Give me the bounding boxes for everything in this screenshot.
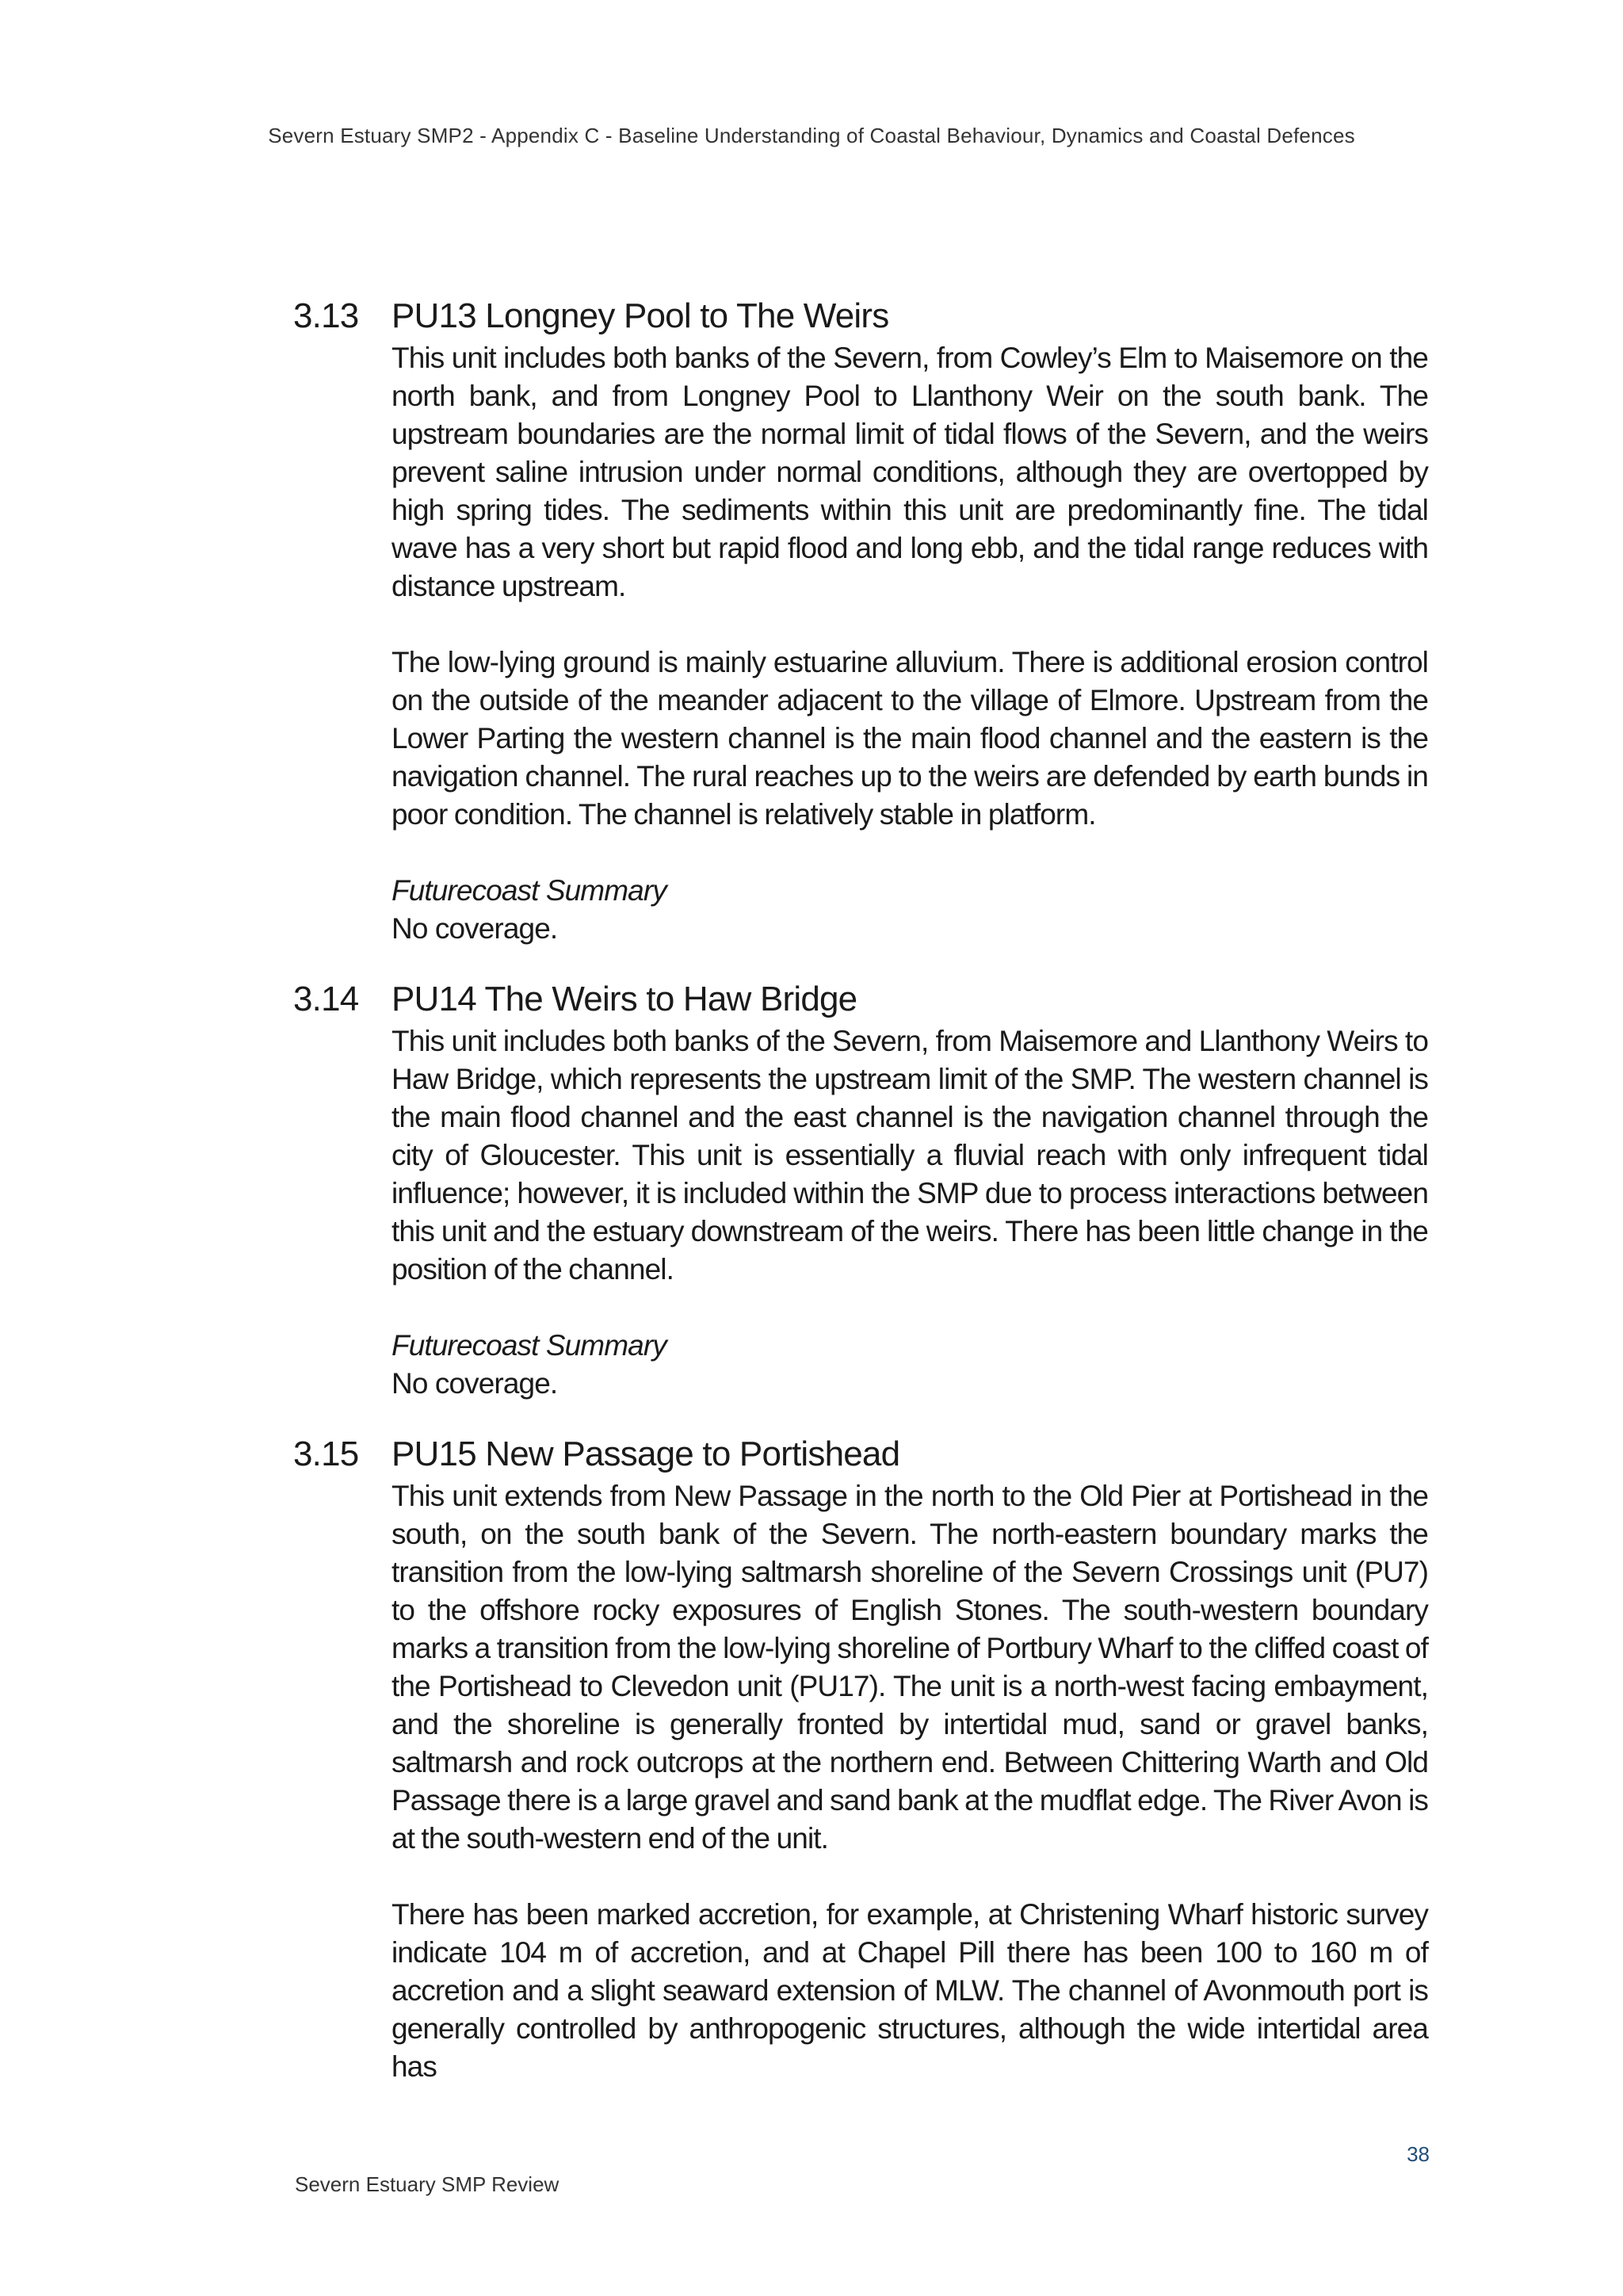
page-number: 38 [1407, 2142, 1430, 2166]
paragraph: This unit extends from New Passage in the north to the Old Pier at Portishead in the south, on the south bank of the Severn. The north-eastern boundary marks the transition from the low-lying saltmarsh shoreline of the Severn Crossings unit (PU7) to the offshore rocky exposures of English Stones. The south-western boundary marks a transition from the low-lying shoreline of Portbury Wharf to the cliffed coast of the Portishead to Clevedon unit (PU17). The unit is a north-west facing embayment, and the shoreline is generally fronted by intertidal mud, sand or gravel banks, saltmarsh and rock outcrops at the northern end. Between Chittering Warth and Old Passage there is a large gravel and sand bank at the mudflat edge. The River Avon is at the south-western end of the unit. [391, 1480, 1428, 1855]
section-number: 3.14 [293, 980, 359, 1018]
section-title: PU15 New Passage to Portishead [391, 1435, 900, 1473]
paragraph: This unit includes both banks of the Severn, from Cowley’s Elm to Maisemore on the north bank, and from Longney Pool to Llanthony Weir on the south bank. The upstream boundaries are the normal limit of tidal flows of the Severn, and the weirs prevent saline intrusion under normal conditions, although they are overtopped by high spring tides. The sediments within this unit are predominantly fine. The tidal wave has a very short but rapid flood and long ebb, and the tidal range reduces with distance upstream. [391, 342, 1428, 602]
paragraph: There has been marked accretion, for example, at Christening Wharf historic survey indicate 104 m of accretion, and at Chapel Pill there has been 100 to 160 m of accretion and a slight seaward extension of MLW. The channel of Avonmouth port is generally controlled by anthropogenic structures, although the wide intertidal area has [391, 1898, 1428, 2083]
paragraph: The low-lying ground is mainly estuarine alluvium. There is additional erosion control on the outside of the meander adjacent to the village of Elmore. Upstream from the Lower Parting the western channel is the main flood channel and the eastern is the navigation channel. The rural reaches up to the weirs are defended by earth bunds in poor condition. The channel is relatively stable in platform. [391, 646, 1428, 831]
futurecoast-summary [391, 872, 1428, 948]
futurecoast-summary [391, 1327, 1428, 1403]
running-footer: Severn Estuary SMP Review [295, 2172, 559, 2196]
document-body [293, 293, 1428, 2086]
running-header: Severn Estuary SMP2 - Appendix C - Baseline Understanding of Coastal Behaviour, Dynamics and Coastal Defences [268, 124, 1355, 147]
section-3-15 [293, 1431, 1428, 2086]
paragraph: This unit includes both banks of the Severn, from Maisemore and Llanthony Weirs to Haw Bridge, which represents the upstream limit of the SMP. The western channel is the main flood channel and the east channel is the navigation channel through the city of Gloucester. This unit is essentially a fluvial reach with only infrequent tidal influence; however, it is included within the SMP due to process interactions between this unit and the estuary downstream of the weirs. There has been little change in the position of the channel. [391, 1025, 1428, 1286]
summary-label: Futurecoast Summary [391, 1329, 666, 1362]
section-body [391, 1022, 1428, 1403]
summary-text: No coverage. [391, 1367, 558, 1400]
section-3-14 [293, 976, 1428, 1403]
section-heading [293, 976, 1428, 1022]
section-heading [293, 293, 1428, 339]
section-title: PU13 Longney Pool to The Weirs [391, 296, 889, 335]
section-heading [293, 1431, 1428, 1477]
summary-label: Futurecoast Summary [391, 874, 666, 907]
section-body [391, 1477, 1428, 2086]
section-title: PU14 The Weirs to Haw Bridge [391, 980, 857, 1018]
section-3-13 [293, 293, 1428, 948]
section-body [391, 339, 1428, 948]
section-number: 3.13 [293, 296, 359, 335]
section-number: 3.15 [293, 1435, 359, 1473]
summary-text: No coverage. [391, 912, 558, 945]
